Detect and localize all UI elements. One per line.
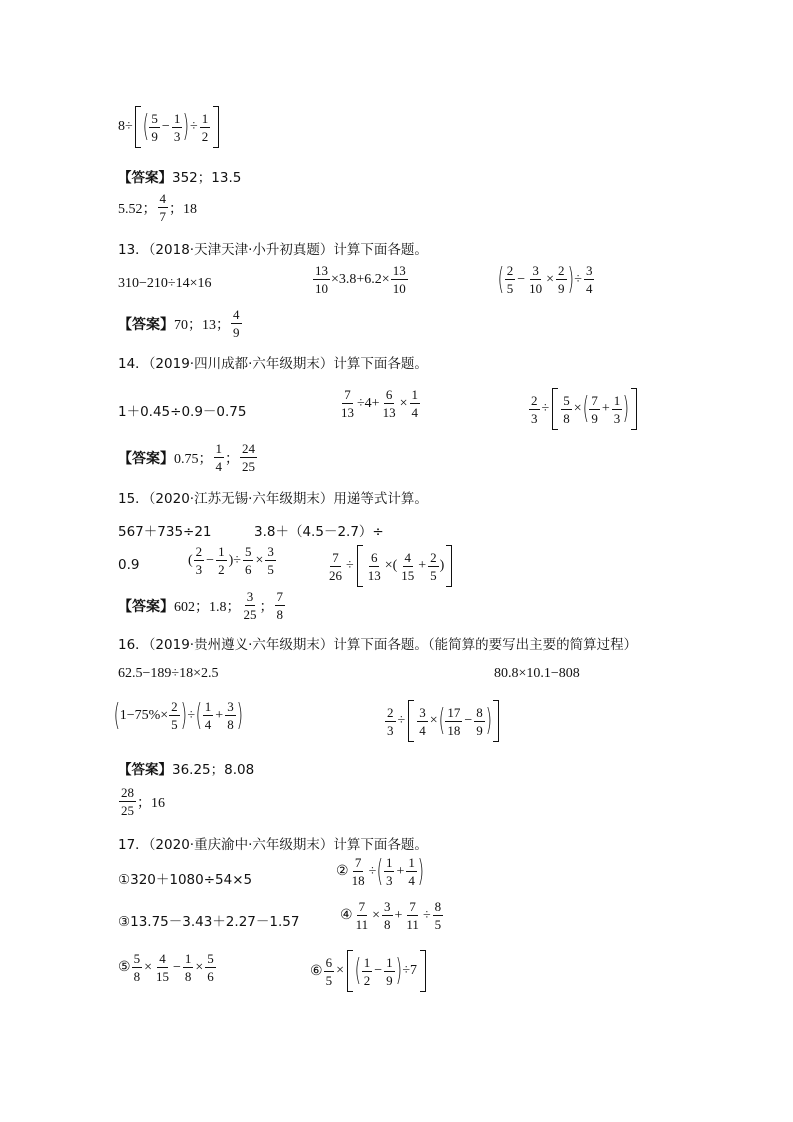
fraction: $\frac{1}{9}$ <box>386 954 393 988</box>
fraction: $\frac{8}{9}$ <box>476 704 483 738</box>
operator: × <box>573 401 582 416</box>
operator: × <box>399 395 408 411</box>
fraction: $\frac{7}{11}$ <box>406 899 419 932</box>
answer-label: 【答案】 <box>118 599 174 615</box>
left-paren: ( <box>354 953 362 988</box>
operator: − <box>161 119 170 134</box>
fraction: $\frac{17}{18}$ <box>447 704 461 738</box>
left-paren: ( <box>113 697 121 733</box>
expr-text: 1−75%× <box>119 707 169 723</box>
fraction: $\frac{3}{25}$ <box>243 589 257 622</box>
q13-problem-3 <box>497 261 595 297</box>
item-number: ⑥ <box>310 963 323 979</box>
fraction: $\frac{7}{8}$ <box>276 589 283 622</box>
operator: + <box>601 401 610 416</box>
operator: ÷ <box>422 907 431 923</box>
right-bracket <box>213 106 219 148</box>
item-number: ⑤ <box>118 960 131 975</box>
operator: − <box>517 271 526 287</box>
operator: ÷ <box>574 271 582 287</box>
left-paren: ( <box>497 261 505 297</box>
right-paren: ) <box>439 558 445 573</box>
q17-problem-6 <box>310 950 428 992</box>
fraction: $\frac{7}{26}$ <box>329 549 342 583</box>
fraction: $\frac{6}{13}$ <box>367 549 381 583</box>
item-number: ④ <box>340 908 353 923</box>
fraction: $\frac{3}{4}$ <box>419 704 426 738</box>
right-paren: ) <box>485 703 492 738</box>
operator: ÷ <box>368 863 377 879</box>
fraction: $\frac{8}{5}$ <box>434 899 442 932</box>
question-13-heading: 13．（2018·天津天津·小升初真题）计算下面各题。 <box>118 242 428 258</box>
fraction: $\frac{5}{9}$ <box>151 110 158 144</box>
q15-problem-1: 567＋735÷21 <box>118 524 212 540</box>
fraction: $\frac{1}{4}$ <box>408 855 415 888</box>
fraction: $\frac{28}{25}$ <box>121 785 134 818</box>
problem-12-4 <box>118 106 221 148</box>
fraction: $\frac{2}{3}$ <box>387 704 394 738</box>
answer-text: ； <box>259 599 274 615</box>
right-paren: ) <box>182 109 190 144</box>
q14-problem-2 <box>338 388 421 419</box>
expr-text: 8÷ <box>118 119 133 134</box>
fraction: $\frac{3}{10}$ <box>529 263 543 296</box>
operator: )÷ <box>228 552 241 568</box>
left-paren: ( <box>188 552 193 568</box>
fraction: $\frac{13}{10}$ <box>392 263 406 296</box>
answer-label: 【答案】 <box>118 170 172 186</box>
left-bracket <box>408 700 414 742</box>
fraction: $\frac{4}{9}$ <box>233 307 240 340</box>
fraction: $\frac{3}{5}$ <box>267 544 274 577</box>
answer-text: 70；13； <box>174 317 230 333</box>
operator: − <box>464 713 473 728</box>
q13-problem-1: 310−210÷14×16 <box>118 276 212 291</box>
operator: × <box>144 959 152 975</box>
q16-problem-3 <box>113 697 243 733</box>
q17-problem-4 <box>340 900 444 931</box>
fraction: $\frac{6}{5}$ <box>325 954 333 988</box>
operator: × <box>336 963 344 978</box>
answer-text: 352；13.5 <box>172 170 242 186</box>
q14-problem-1: 1＋0.45÷0.9－0.75 <box>118 404 247 420</box>
answer-text: 36.25；8.08 <box>172 762 255 778</box>
fraction: $\frac{1}{2}$ <box>218 544 225 577</box>
q14-problem-3 <box>528 388 639 430</box>
question-14-heading: 14．（2019·四川成都·六年级期末）计算下面各题。 <box>118 356 428 372</box>
answer-text: 0.75； <box>174 451 213 467</box>
operator: ÷7 <box>402 963 417 978</box>
fraction: $\frac{5}{8}$ <box>563 392 570 426</box>
right-bracket <box>493 700 499 742</box>
answer-13 <box>118 308 243 339</box>
operator: + <box>215 707 224 723</box>
answer-16-line2 <box>118 786 165 817</box>
q15-problem-2-continued: 0.9 <box>118 557 140 573</box>
answer-text: ；18 <box>169 201 197 217</box>
question-16-heading: 16．（2019·贵州遵义·六年级期末）计算下面各题。（能简算的要写出主要的简算过程） <box>118 637 638 653</box>
left-paren: ( <box>195 697 203 733</box>
answer-text: 5.52； <box>118 201 157 217</box>
q17-problem-3: ③13.75－3.43＋2.27－1.57 <box>118 914 300 930</box>
operator: ÷ <box>187 707 196 723</box>
fraction: $\frac{2}{5}$ <box>171 699 178 732</box>
left-bracket <box>347 950 353 992</box>
fraction: $\frac{1}{4}$ <box>215 441 222 474</box>
q16-problem-2: 80.8×10.1−808 <box>494 666 580 681</box>
fraction: $\frac{7}{11}$ <box>355 899 369 932</box>
fraction: $\frac{1}{2}$ <box>363 954 371 988</box>
right-paren: ) <box>567 261 574 297</box>
left-paren: ( <box>142 109 149 144</box>
operator: − <box>374 963 383 978</box>
fraction: $\frac{2}{5}$ <box>506 263 514 296</box>
right-bracket <box>631 388 637 430</box>
answer-label: 【答案】 <box>118 762 172 778</box>
fraction: $\frac{6}{13}$ <box>382 387 396 420</box>
q15-problem-2: 3.8＋（4.5－2.7）÷ <box>254 524 384 540</box>
operator: ÷ <box>190 119 198 134</box>
fraction: $\frac{5}{6}$ <box>207 951 214 984</box>
right-paren: ) <box>622 391 630 426</box>
q13-problem-2 <box>312 264 409 295</box>
fraction: $\frac{1}{4}$ <box>204 699 212 732</box>
fraction: $\frac{2}{3}$ <box>195 544 203 577</box>
fraction: $\frac{5}{6}$ <box>244 544 252 577</box>
operator: ÷ <box>541 401 550 416</box>
answer-15 <box>118 590 286 621</box>
fraction: $\frac{4}{15}$ <box>155 951 169 984</box>
fraction: $\frac{3}{8}$ <box>384 899 391 932</box>
left-bracket <box>552 388 558 430</box>
fraction: $\frac{1}{3}$ <box>385 855 393 888</box>
left-bracket <box>357 545 363 587</box>
left-paren: ( <box>376 853 384 889</box>
operator: + <box>396 863 405 879</box>
fraction: $\frac{3}{8}$ <box>227 699 234 732</box>
answer-14 <box>118 442 258 473</box>
fraction: $\frac{4}{7}$ <box>159 191 166 224</box>
fraction: $\frac{7}{9}$ <box>591 392 598 426</box>
answer-label: 【答案】 <box>118 451 174 467</box>
operator: + <box>418 558 427 573</box>
operator: × <box>429 713 438 728</box>
left-paren: ( <box>438 703 445 738</box>
right-paren: ) <box>417 853 424 889</box>
operator: × <box>372 907 380 923</box>
right-paren: ) <box>180 697 187 733</box>
q17-problem-5 <box>118 952 217 983</box>
operator: ×( <box>384 558 398 573</box>
right-bracket <box>420 950 426 992</box>
answer-16 <box>118 758 254 778</box>
operator: + <box>394 907 403 923</box>
operator: − <box>172 959 181 975</box>
q15-problem-4 <box>326 545 454 587</box>
q17-problem-1: ①320＋1080÷54×5 <box>118 872 253 888</box>
right-bracket <box>446 545 452 587</box>
operator: ÷ <box>397 713 406 728</box>
fraction: $\frac{24}{25}$ <box>242 441 255 474</box>
q16-problem-4 <box>384 700 501 742</box>
answer-text: 602；1.8； <box>174 599 241 615</box>
answer-text: ；16 <box>137 795 165 811</box>
expr-text: ×3.8+6.2× <box>331 271 390 287</box>
item-number: ② <box>336 864 349 879</box>
fraction: $\frac{2}{3}$ <box>531 392 538 426</box>
operator: − <box>206 552 215 568</box>
answer-label: 【答案】 <box>118 317 174 333</box>
fraction: $\frac{1}{3}$ <box>613 392 621 426</box>
operator: × <box>546 271 555 287</box>
fraction: $\frac{5}{8}$ <box>133 951 141 984</box>
answer-text: ； <box>225 451 239 467</box>
fraction: $\frac{7}{18}$ <box>351 855 365 888</box>
fraction: $\frac{1}{3}$ <box>173 110 181 144</box>
fraction: $\frac{2}{9}$ <box>558 263 565 296</box>
right-paren: ) <box>236 697 243 733</box>
question-17-heading: 17．（2020·重庆渝中·六年级期末）计算下面各题。 <box>118 837 428 853</box>
operator: × <box>195 959 204 975</box>
operator: × <box>255 552 264 568</box>
right-paren: ) <box>395 953 402 988</box>
fraction: $\frac{13}{10}$ <box>315 263 328 296</box>
left-paren: ( <box>582 391 589 426</box>
q16-problem-1: 62.5−189÷18×2.5 <box>118 666 219 681</box>
left-bracket <box>135 106 141 148</box>
q17-problem-2 <box>336 853 424 889</box>
answer-12 <box>118 166 241 186</box>
operator: ÷ <box>346 558 354 573</box>
q15-problem-3 <box>188 545 277 576</box>
fraction: $\frac{4}{15}$ <box>401 549 415 583</box>
fraction: $\frac{3}{4}$ <box>585 263 593 296</box>
question-15-heading: 15．（2020·江苏无锡·六年级期末）用递等式计算。 <box>118 491 428 507</box>
fraction: $\frac{1}{8}$ <box>184 951 192 984</box>
fraction: $\frac{1}{2}$ <box>201 110 209 144</box>
expr-text: ÷4+ <box>357 395 380 411</box>
fraction: $\frac{1}{4}$ <box>411 387 418 420</box>
fraction: $\frac{7}{13}$ <box>341 387 354 420</box>
fraction: $\frac{2}{5}$ <box>430 549 437 583</box>
answer-12-line2 <box>118 192 197 223</box>
